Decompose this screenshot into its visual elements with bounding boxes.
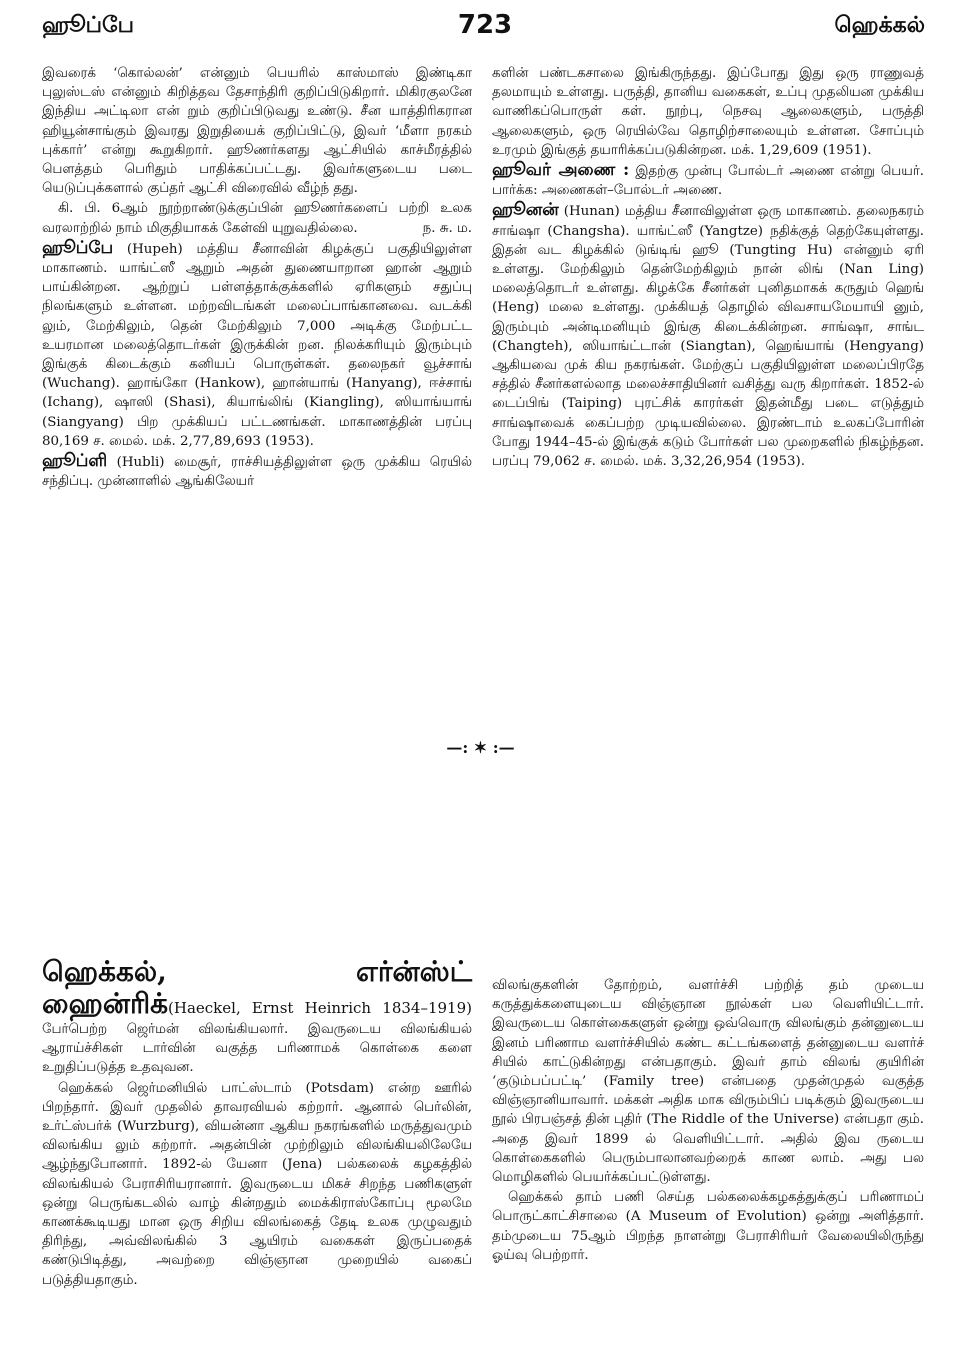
paragraph: ஹெக்கல் தாம் பணி செய்த பல்கலைக்கழகத்துக்குப் பரிணாமப் பொருட்காட்சிசாலை (A Museum of Evolution) ஒன்று அளித்தார். தம்முடைய 75ஆம் பிறந்த நாளன்று பேராசிரியர் வேலையிலிருந்து ஓய்வு பெற்றார். <box>492 1190 924 1263</box>
entry-roman-name: (Haeckel, Ernst Heinrich 1834–1919) <box>168 999 472 1017</box>
bottom-left-column <box>42 956 472 1291</box>
entry-headword: ஹூவர் அணை : <box>492 160 630 181</box>
entry-roman-name: (Hubli) <box>116 455 165 471</box>
entry-hunan <box>492 201 924 471</box>
entry-haeckel <box>42 956 472 1078</box>
paragraph: களின் பண்டகசாலை இங்கிருந்தது. இப்போது இது ஒரு ராணுவத் தலமாயும் உள்ளது. பருத்தி, தானிய வகைகள், உப்பு முதலியன முக்கிய வாணிகப்பொருள் கள். நூற்பு, நெசவு ஆலைகளும், பருத்தி ஆலைகளும், ஒரு ரெயில்வே தொழிற்சாலையும் உள்ளன. சோப்பும் உரமும் இங்குத் தயாரிக்கப்படுகின்றன. மக். 1,29,609 (1951). <box>492 66 924 158</box>
entry-hoover-dam <box>492 161 924 200</box>
entry-text: பேர்பெற்ற ஜெர்மன் விலங்கியலார். இவருடைய விலங்கியல் ஆராய்ச்சிகள் டார்வின் வகுத்த பரிணாமக் கொள்கை களை உறுதிப்படுத்த உதவுவன. <box>42 1022 472 1076</box>
entry-headword: ஹூப்ளி <box>42 451 108 472</box>
entry-headword: ஹெக்கல், எர்ன்ஸ்ட் ஹைன்ரிக் <box>42 955 472 1020</box>
entry-text: இதற்கு முன்பு போல்டர் அணை என்று பெயர். பார்க்க: அணைகள்–போல்டர் அணை. <box>492 164 925 199</box>
entry-headword: ஹூப்பே <box>42 237 114 258</box>
paragraph: விலங்குகளின் தோற்றம், வளர்ச்சி பற்றித் தம் முடைய கருத்துக்களையுடைய விஞ்ஞான நூல்கள் பல வெளியிட்டார். இவருடைய கொள்கைகளுள் ஒன்று ஒவ்வொரு விலங்கும் தன்னுடைய இனம் பரிணாம வளர்ச்சியில் கண்ட கட்டங்களைத் தன்னுடைய வளர்ச் சியில் காட்டுகின்றது என்பதாகும். இவர் தாம் விலங் குயிரின் ‘குடும்பப்பட்டி’ (Family tree) என்பதை முதன்முதல் வகுத்த விஞ்ஞானியாவார். மக்கள் அதிக மாக விரும்பிப் படிக்கும் இவருடைய நூல் பிரபஞ்சத் தின் புதிர் (The Riddle of the Universe) என்பதா கும். அதை இவர் 1899 ல் வெளியிட்டார். அதில் இவ ருடைய கொள்கைகளில் பெரும்பாலானவற்றைக் காண லாம். அது பல மொழிகளில் பெயர்க்கப்பட்டுள்ளது. <box>492 978 924 1186</box>
paragraph: ஹெக்கல் ஜெர்மனியில் பாட்ஸ்டாம் (Potsdam) என்ற ஊரில் பிறந்தார். இவர் முதலில் தாவரவியல் கற்றார். ஆனால் பெர்லின், உர்ட்ஸ்பர்க் (Wurzburg), வியன்னா ஆகிய நகரங்களில் மருத்துவமும் விலங்கிய லும் கற்றார். அதன்பின் முற்றிலும் விலங்கியலிலேயே ஆழ்ந்துபோனார். 1892-ல் யேனா (Jena) பல்கலைக் கழகத்தில் விலங்கியல் பேராசிரியரானார். இவருடைய மிகச் சிறந்த பணிகளுள் ஒன்று பெருங்கடலில் வாழ் கின்றதும் மைக்கிராஸ்கோப்பு மூலமே காணக்கூடியது மான ஒரு சிறிய விலங்கைத் தேடி உலக முழுவதும் திரிந்து, அவ்விலங்கில் 3 ஆயிரம் வகைகள் இருப்பதைக் கண்டுபிடித்து, அவற்றை விஞ்ஞான முறையில் வகைப் படுத்தியதாகும். <box>42 1080 472 1288</box>
top-right-column <box>492 64 924 472</box>
entry-hupeh <box>42 239 472 451</box>
entry-text: மத்திய சீனாவிலுள்ள ஒரு மாகாணம். தலைநகரம் சாங்ஷா (Changsha). யாங்ட்ஸீ (Yangtze) நதிக்குத் தெற்கேயுள்ளது. இதன் வட கிழக்கில் டுங்டிங் ஹூ (Tungting Hu) என்னும் ஏரி உள்ளது. மேற்கிலும் தென்மேற்கிலும் நான் லிங் (Nan Ling) மலைத்தொடர் உள்ளது. கிழக்கே சீனர்கள் புனிதமாகக் கருதும் ஹெங் (Heng) மலை உள்ளது. முக்கியத் தொழில் விவசாயமேயாயி னும், இரும்பும் அன்டிமனியும் இங்கு கிடைக்கின்றன. சாங்ஷா, சாங்ட (Changteh), ஸியாங்ட்டான் (Siangtan), ஹெங்யாங் (Hengyang) ஆகியவை முக் கிய நகரங்கள். மேற்குப் பகுதியிலுள்ள மலைப்பிரதே சத்தில் சீனர்களல்லாத மலைச்சாதியினர் வசித்து வரு கிறார்கள். 1852-ல் டைப்பிங் (Taiping) புரட்சிக் காரர்கள் இதன்மீது படை எடுத்தும் சாங்ஷாவைக் கைப்பற்ற முடியவில்லை. இரண்டாம் உலகப்போரின் போது 1944–45-ல் இங்குக் கடும் போர்கள் பல முறைகளில் நிகழ்ந்தன. பரப்பு 79,062 ச. மைல். மக். 3,32,26,954 (1953). <box>492 204 924 470</box>
paragraph <box>42 199 472 237</box>
bottom-right-column <box>492 976 924 1266</box>
running-header-right: ஹெக்கல் <box>834 12 925 38</box>
entry-text: மத்திய சீனாவின் கிழக்குப் பகுதியிலுள்ள மாகாணம். யாங்ட்ஸீ ஆறும் அதன் துணையாறான ஹான் ஆறும் பாய்கின்றன. ஆற்றுப் பள்ளத்தாக்குக்களில் ஏரிகளும் சதுப்பு நிலங்களும் உள்ளன. மற்றவிடங்கள் மலைப்பாங்கானவை. வடக்கி லும், மேற்கிலும், தென் மேற்கிலும் 7,000 அடிக்கு மேற்பட்ட உயரமான மலைத்தொடர்கள் இருக்கின் றன. நிலக்கரியும் இரும்பும் இங்குக் கிடைக்கும் கனியப் பொருள்கள். தலைநகர் வூச்சாங் (Wuchang). ஹாங்கோ (Hankow), ஹான்யாங் (Hanyang), ஈச்சாங் (Ichang), ஷாஸி (Shasi), கியாங்லிங் (Kiangling), ஸியாங்யாங் (Siangyang) பிற முக்கியப் பட்டணங்கள். மாகாணத்தின் பரப்பு 80,169 ச. மைல். மக். 2,77,89,693 (1953). <box>42 241 472 449</box>
entry-roman-name: (Hupeh) <box>126 241 183 257</box>
top-left-column <box>42 64 472 492</box>
paragraph: இவரைக் ‘கொல்லன்’ என்னும் பெயரில் காஸ்மாஸ் இண்டிகா புலுஸ்டஸ் என்னும் கிறித்தவ தேசாந்திரி குறிப்பிடுகிறார். மிகிரகுலனே இந்திய அட்டிலா என் றும் குறிப்பிடுவது உண்டு. சீன யாத்திரிகரான ஹியூன்சாங்கும் இவரது இறுதியைக் குறிப்பிட்டு, இவர் ‘மீளா நரகம் புக்கார்’ என்று கூறுகிறார். ஹூணர்களது ஆட்சியில் காச்மீரத்தில் பௌத்தம் பெரிதும் பாதிக்கப்பட்டது. இவர்களுடைய படை யெடுப்புக்களால் குப்தர் ஆட்சி விரைவில் வீழ்ந் தது. <box>42 66 472 197</box>
page-number: 723 <box>457 10 513 40</box>
entry-headword: ஹூனன் <box>492 200 559 221</box>
paragraph-text: கி. பி. 6ஆம் நூற்றாண்டுக்குப்பின் ஹூணர்களைப் பற்றி உலக வரலாற்றில் நாம் மிகுதியாகக் கேள்வி யுறுவதில்லை. <box>42 201 472 236</box>
entry-text: மைசூர், ராச்சியத்திலுள்ள ஒரு முக்கிய ரெயில் சந்திப்பு. முன்னாளில் ஆங்கிலேயர் <box>42 455 472 490</box>
section-divider: —: ✶ :— <box>446 738 515 757</box>
author-initials: ந. சு. ம. <box>422 220 472 236</box>
entry-roman-name: (Hunan) <box>563 204 620 220</box>
running-header-left: ஹூப்பே <box>42 12 134 38</box>
entry-hubli <box>42 452 472 491</box>
